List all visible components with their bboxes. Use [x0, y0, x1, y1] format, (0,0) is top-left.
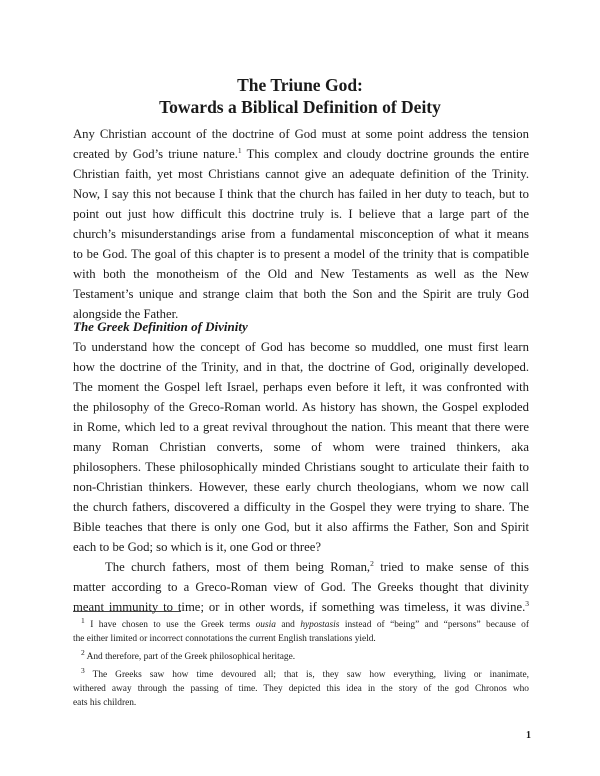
text-line: non-Christian thinkers. However, these early church theologians, whom we now call	[73, 480, 529, 494]
text-line: The moment the Gospel left Israel, perhaps even before it left, it was confronted with	[73, 380, 529, 394]
footnote-ref[interactable]: 1	[237, 145, 242, 155]
title-line-1: The Triune God:	[237, 75, 363, 95]
text-line: alongside the Father.	[73, 307, 179, 321]
text-line: Now, I say this not because I think that the church has failed in her duty to teach, but to	[73, 187, 529, 201]
text-run: tried to make sense of this	[373, 560, 529, 574]
title-line-2: Towards a Biblical Definition of Deity	[159, 97, 441, 117]
footnote-ref[interactable]: 2	[370, 558, 374, 568]
term-ousia: ousia	[255, 620, 276, 630]
footnote-line: eats his children.	[73, 698, 137, 708]
footnote-line	[81, 665, 529, 682]
text-line	[105, 557, 529, 577]
footnote-number: 3	[81, 665, 85, 675]
text-run: instead of “being” and “persons” because of	[339, 620, 529, 630]
text-line: to be God. The goal of this chapter is to present a model of the trinity that is compatible	[73, 247, 529, 261]
text-line: how the doctrine of the Trinity, and in that, the doctrine of God, originally developed.	[73, 360, 529, 374]
footnote-line	[81, 647, 529, 664]
footnote-line: the either limited or incorrect connotations the current English translations yield.	[73, 634, 376, 644]
footnote-number: 1	[81, 615, 85, 625]
text-run: And therefore, part of the Greek philosophical heritage.	[84, 652, 296, 662]
text-line: Bible teaches that there is only one God, but it also affirms the Father, Son and Spirit	[73, 520, 529, 534]
text-line: matter according to a Greco-Roman view of God. The Greeks thought that divinity	[73, 580, 529, 594]
text-run: meant immunity to time; or in other words, if something was timeless, it was divine.	[73, 600, 526, 614]
text-run: The Greeks saw how time devoured all; that is, they saw how everything, living or inanimate,	[84, 670, 529, 680]
text-run: I have chosen to use the Greek terms	[84, 620, 256, 630]
footnote-line: withered away through the passing of time. They depicted this idea in the story of the god Chronos who	[73, 684, 529, 694]
text-line: church’s misunderstandings arise from a fundamental misconception of what it means	[73, 227, 529, 241]
text-line: the church fathers, discovered a difficulty in the Gospel they were trying to share. The	[73, 500, 529, 514]
text-line: many Roman Christian converts, some of whom were trained thinkers, aka	[73, 440, 529, 454]
text-line: Testament’s unique and strange claim that both the Son and the Spirit are truly God	[73, 287, 529, 301]
text-line: Christian faith, yet most Christians cannot give an adequate definition of the Trinity.	[73, 167, 529, 181]
text-line: with both the monotheism of the Old and New Testaments as well as the New	[73, 267, 529, 281]
footnote-number: 2	[81, 647, 85, 657]
term-hypostasis: hypostasis	[300, 620, 340, 630]
text-line: Any Christian account of the doctrine of God must at some point address the tension	[73, 127, 529, 141]
text-line	[73, 144, 529, 164]
section-heading: The Greek Definition of Divinity	[73, 319, 248, 334]
footnote-ref[interactable]: 3	[525, 598, 529, 608]
footnote-line	[81, 615, 529, 632]
text-line: each to be God; so which is it, one God or three?	[73, 540, 322, 554]
text-line: To understand how the concept of God has become so muddled, one must first learn	[73, 340, 529, 354]
text-line: in Rome, which led to a great revival throughout the nation. This meant that there were	[73, 420, 529, 434]
text-run: The church fathers, most of them being Roman,	[105, 560, 371, 574]
footnote-separator	[73, 611, 181, 612]
text-line: the philosophy of the Greco-Roman world. As history has shown, the Gospel exploded	[73, 400, 529, 414]
text-line: point out just how difficult this doctrine truly is. I believe that a large part of the	[73, 207, 529, 221]
text-run: This complex and cloudy doctrine grounds the entire	[241, 147, 529, 161]
text-line	[73, 597, 529, 617]
page-number: 1	[526, 730, 531, 741]
text-run: and	[275, 620, 301, 630]
text-line: philosophers. These philosophically minded Christians sought to articulate their faith to	[73, 460, 529, 474]
text-run: created by God’s triune nature.	[73, 147, 238, 161]
